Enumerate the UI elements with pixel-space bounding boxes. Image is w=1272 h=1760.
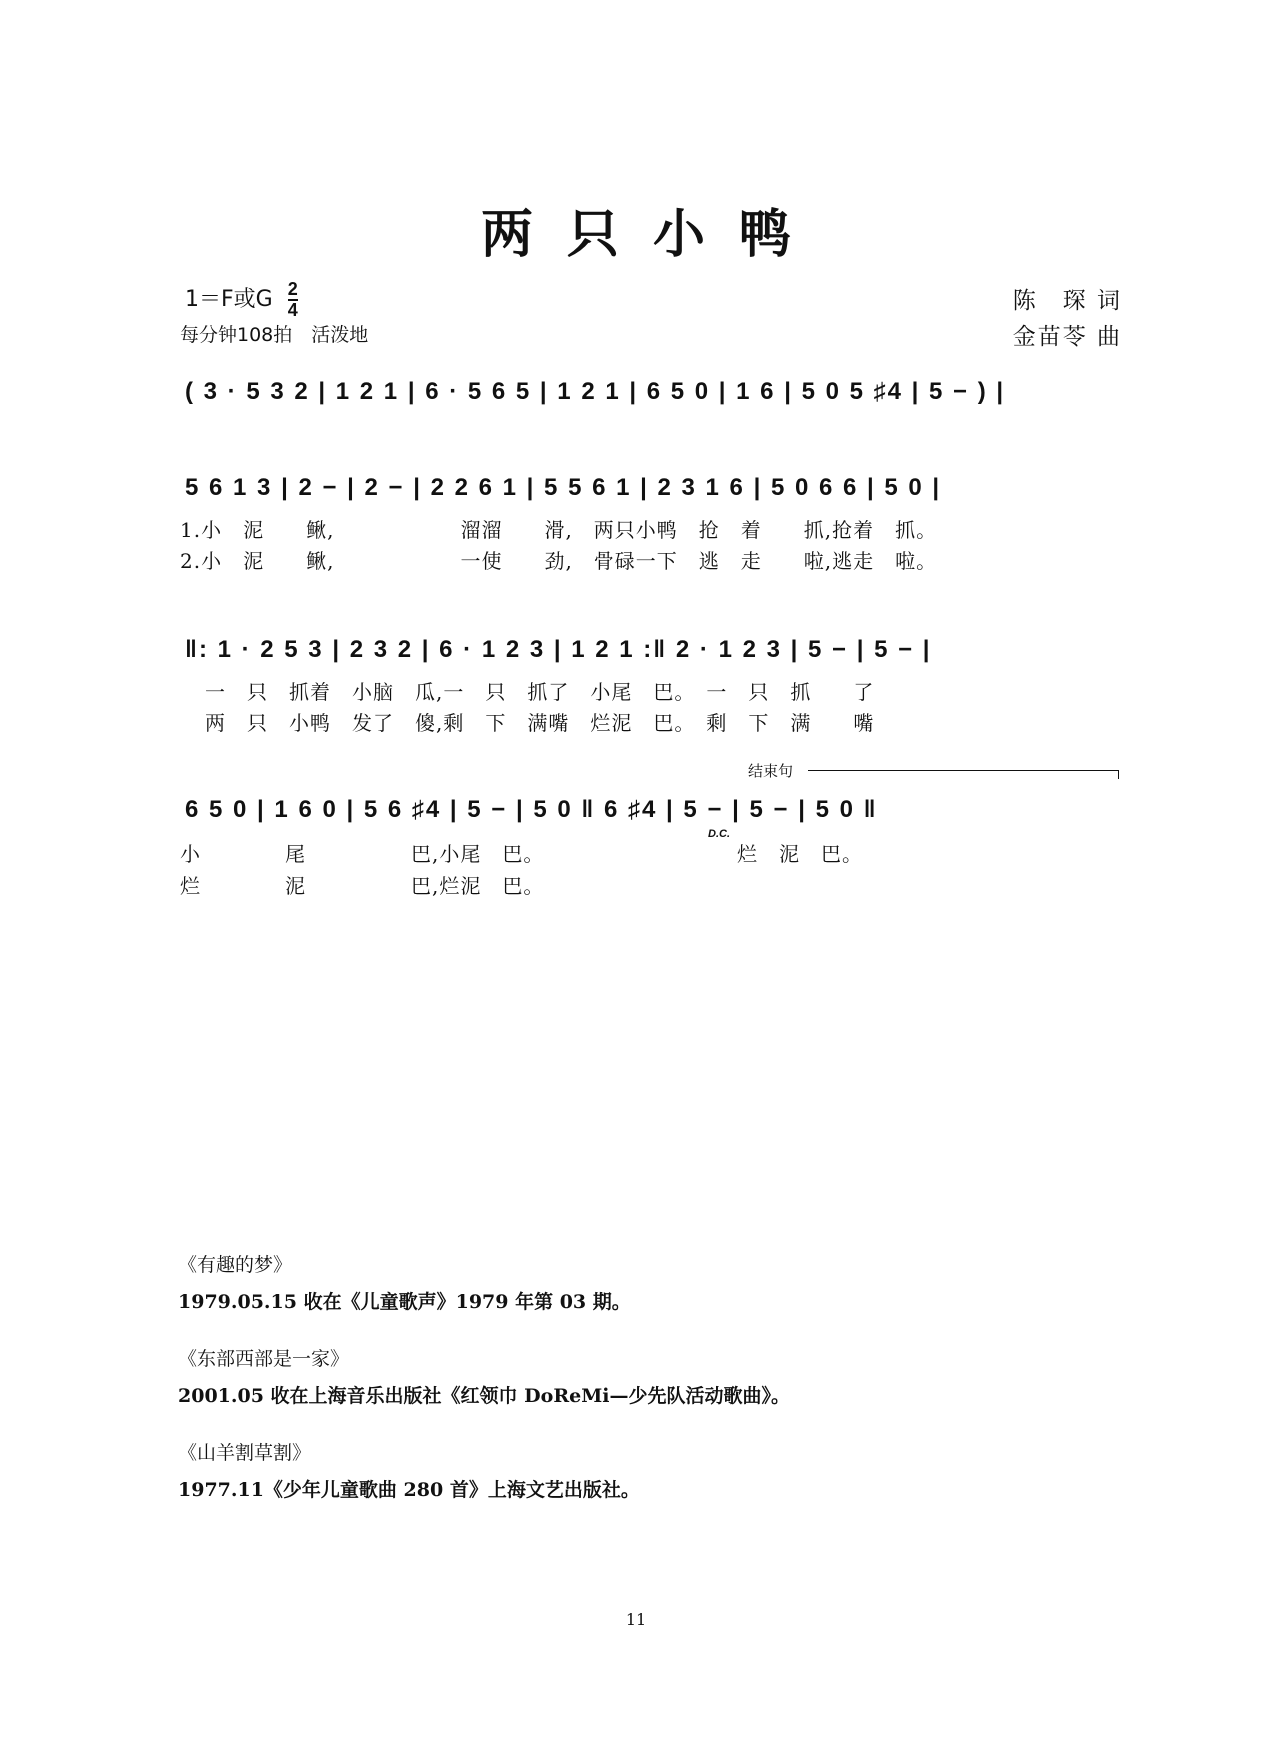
song-title: 两只小鸭 [480, 204, 825, 265]
notation-line-1: ( 3 · 5 3 2 | 1 2 1 | 6 · 5 6 5 | 1 2 1 | 6 5 0 | 1 6 | 5 0 5 ♯4 | 5 − ) | [185, 378, 1006, 405]
time-signature-bottom: 4 [287, 300, 298, 320]
page-number: 11 [625, 1610, 647, 1629]
lyrics-verse1-line2: 1.小 泥 鳅, 溜溜 滑, 两只小鸭 抢 着 抓,抢着 抓。 [180, 518, 938, 542]
tempo-marking: 每分钟108拍 活泼地 [180, 324, 369, 346]
ending-label: 结束句 [748, 762, 794, 780]
notation-line-2: 5 6 1 3 | 2 − | 2 − | 2 2 6 1 | 5 5 6 1 | 2 3 1 6 | 5 0 6 6 | 5 0 | [185, 474, 942, 501]
time-signature-top: 2 [287, 279, 298, 299]
note-1-body: 1979.05.15 收在《儿童歌声》1979 年第 03 期。 [178, 1291, 631, 1313]
note-3-body: 1977.11《少年儿童歌曲 280 首》上海文艺出版社。 [178, 1479, 640, 1501]
key-signature [185, 280, 298, 320]
note-1-title: 《有趣的梦》 [178, 1254, 293, 1276]
lyrics-verse2-line3: 两 只 小鸭 发了 傻,剩 下 满嘴 烂泥 巴。 剩 下 满 嘴 [205, 711, 875, 735]
lyrics-verse2-line2: 2.小 泥 鳅, 一使 劲, 骨碌一下 逃 走 啦,逃走 啦。 [180, 549, 938, 573]
lyrics-verse1-line4: 小 尾 巴,小尾 巴。 [180, 842, 545, 866]
lyrics-ending-line4: 烂 泥 巴。 [737, 842, 863, 866]
lyrics-verse1-line3: 一 只 抓着 小脑 瓜,一 只 抓了 小尾 巴。 一 只 抓 了 [205, 680, 875, 704]
note-2-body: 2001.05 收在上海音乐出版社《红领巾 DoReMi—少先队活动歌曲》。 [178, 1385, 790, 1407]
time-signature [288, 280, 298, 320]
lyrics-verse2-line4: 烂 泥 巴,烂泥 巴。 [180, 874, 545, 898]
dc-mark: D.C. [708, 828, 730, 840]
note-2-title: 《东部西部是一家》 [178, 1348, 350, 1370]
ending-bracket [808, 770, 1119, 779]
lyricist-credit: 陈 琛 词 [1012, 288, 1122, 314]
composer-credit: 金苗苓 曲 [1012, 324, 1122, 350]
notation-line-4: 6 5 0 | 1 6 0 | 5 6 ♯4 | 5 − | 5 0 ‖ 6 ♯4 | 5 − | 5 − | 5 0 ‖ [185, 796, 878, 823]
note-3-title: 《山羊割草割》 [178, 1442, 312, 1464]
key-label: 1＝F或G [185, 287, 273, 312]
notation-line-3: ‖: 1 · 2 5 3 | 2 3 2 | 6 · 1 2 3 | 1 2 1 :‖ 2 · 1 2 3 | 5 − | 5 − | [185, 636, 932, 663]
